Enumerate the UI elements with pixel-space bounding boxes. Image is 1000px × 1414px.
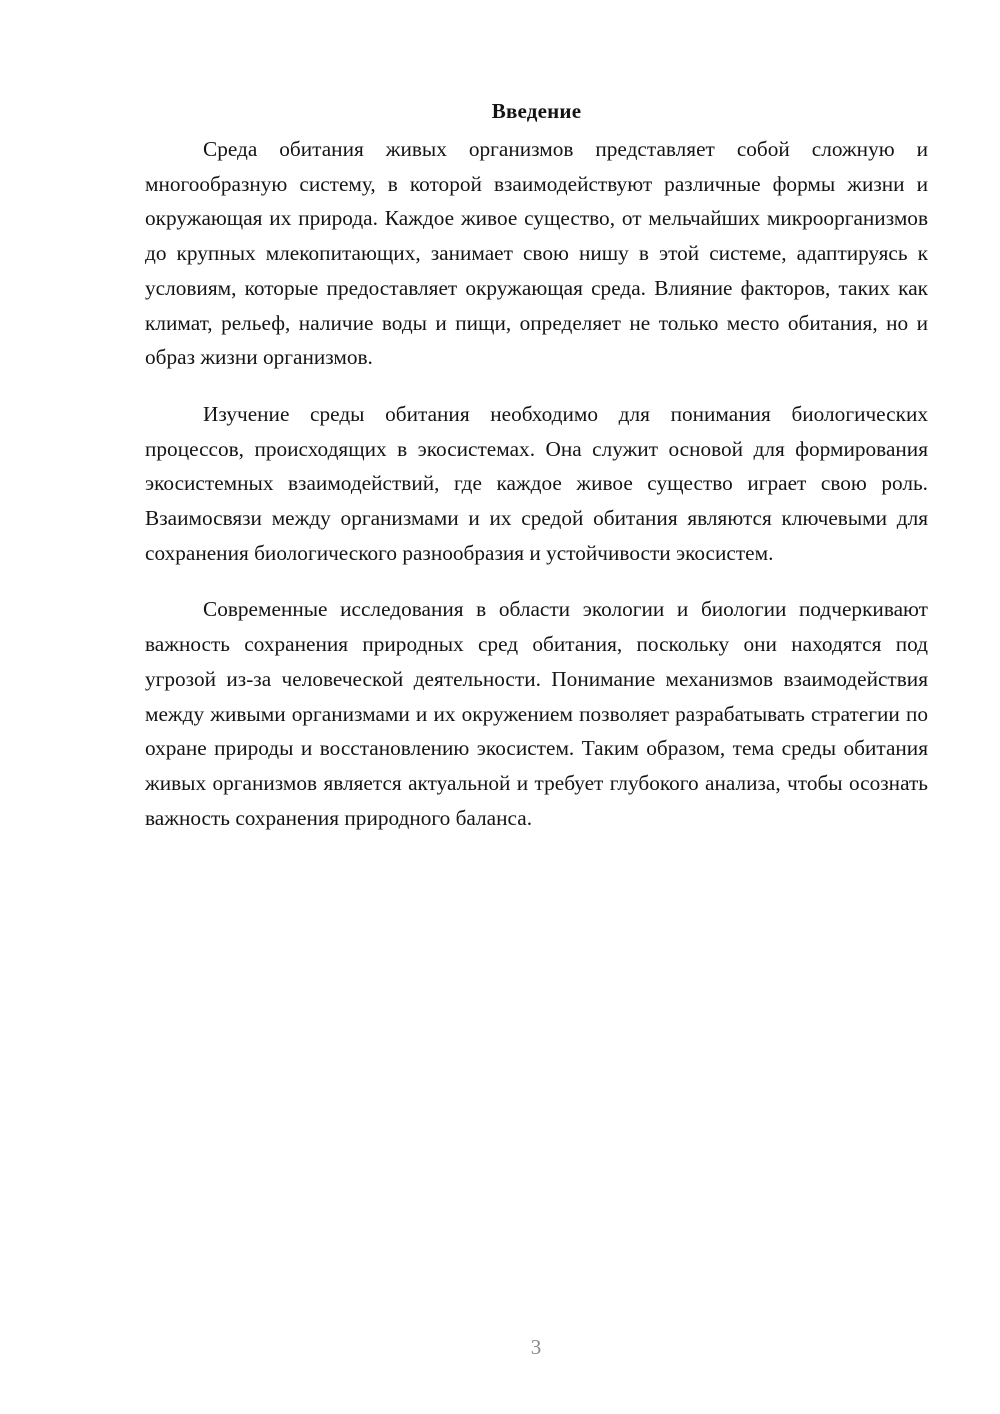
paragraph-intro: Среда обитания живых организмов представляет собой сложную и многообразную систему, в которой взаимодействуют различные формы жизни и окружающая их природа. Каждое живое существо, от мельчайших микроорганизмов до крупных млекопитающих, занимает свою нишу в этой системе, адаптируясь к условиям, которые предоставляет окружающая среда. Влияние факторов, таких как климат, рельеф, наличие воды и пищи, определяет не только место обитания, но и образ жизни организмов. [145,137,928,370]
paragraph-research: Современные исследования в области экологии и биологии подчеркивают важность сохранения природных сред обитания, поскольку они находятся под угрозой из-за человеческой деятельности. Понимание механизмов взаимодействия между живыми организмами и их окружением позволяет разрабатывать стратегии по охране природы и восстановлению экосистем. Таким образом, тема среды обитания живых организмов является актуальной и требует глубокого анализа, чтобы осознать важность сохранения природного баланса. [145,597,928,830]
section-title: Введение [491,99,582,123]
paragraph-study: Изучение среды обитания необходимо для понимания биологических процессов, происходящих в экосистемах. Она служит основой для формирования экосистемных взаимодействий, где каждое живое существо играет свою роль. Взаимосвязи между организмами и их средой обитания являются ключевыми для сохранения биологического разнообразия и устойчивости экосистем. [145,401,928,565]
page-number: 3 [530,1335,542,1359]
